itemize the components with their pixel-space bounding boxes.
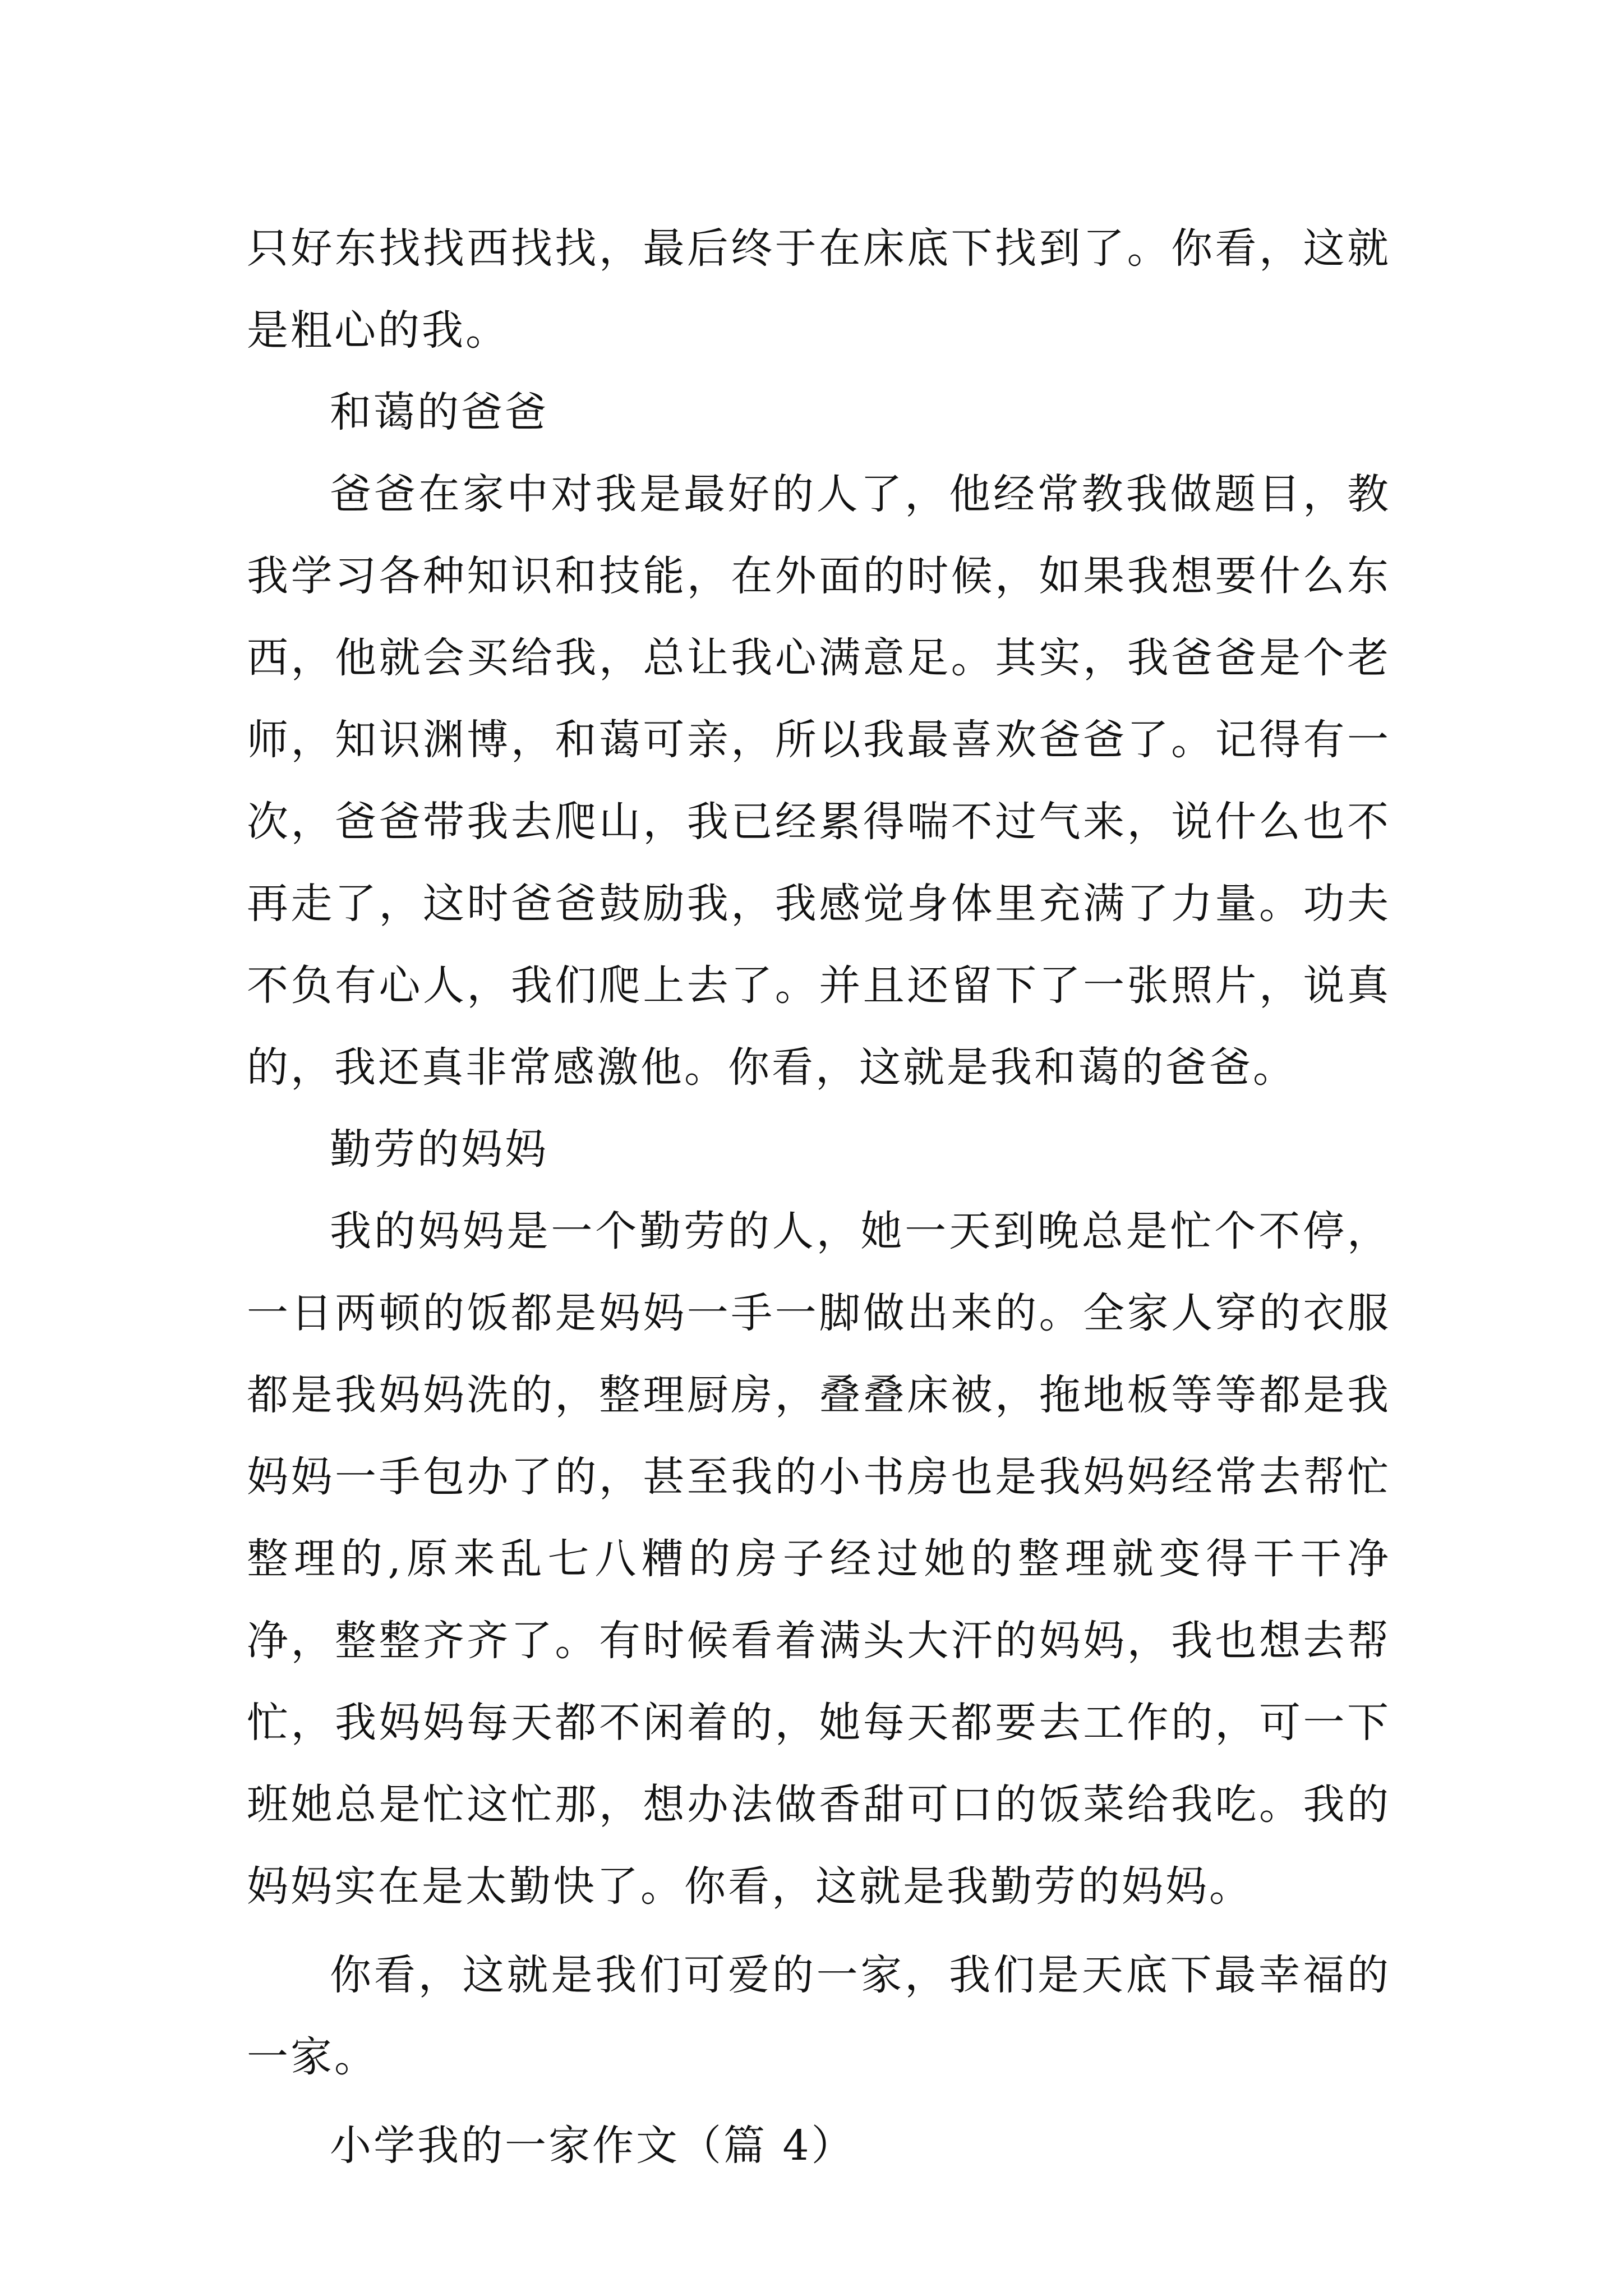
- section-body-mom: 我的妈妈是一个勤劳的人，她一天到晚总是忙个不停，一日两顿的饭都是妈妈一手一脚做出来的。全家人穿的衣服都是我妈妈洗的，整理厨房，叠叠床被，拖地板等等都是我妈妈一手包办了的，甚至我的小书房也是我妈妈经常去帮忙整理的,原来乱七八糟的房子经过她的整理就变得干干净净，整整齐齐了。有时候看着满头大汗的妈妈，我也想去帮忙，我妈妈每天都不闲着的，她每天都要去工作的，可一下班她总是忙这忙那，想办法做香甜可口的饭菜给我吃。我的妈妈实在是太勤快了。你看，这就是我勤劳的妈妈。: [247, 1207, 1391, 1911]
- document-page: [247, 208, 1391, 2187]
- section-title-dad: 和蔼的爸爸: [330, 388, 548, 436]
- continuation-paragraph: 只好东找找西找找，最后终于在床底下找到了。你看，这就是粗心的我。: [247, 224, 1391, 355]
- next-article-heading: 小学我的一家作文（篇 4）: [330, 2122, 855, 2170]
- conclusion-paragraph: 你看，这就是我们可爱的一家，我们是天底下最幸福的一家。: [247, 1951, 1391, 2081]
- paragraph-spacer: [247, 1927, 1391, 1934]
- section-title-mom: 勤劳的妈妈: [330, 1125, 548, 1174]
- section-body-dad: 爸爸在家中对我是最好的人了，他经常教我做题目，教我学习各种知识和技能，在外面的时候，如果我想要什么东西，他就会买给我，总让我心满意足。其实，我爸爸是个老师，知识渊博，和蔼可亲，所以我最喜欢爸爸了。记得有一次，爸爸带我去爬山，我已经累得喘不过气来，说什么也不再走了，这时爸爸鼓励我，我感觉身体里充满了力量。功夫不负有心人，我们爬上去了。并且还留下了一张照片，说真的，我还真非常感激他。你看，这就是我和蔼的爸爸。: [247, 470, 1391, 1092]
- paragraph-spacer: [247, 2098, 1391, 2105]
